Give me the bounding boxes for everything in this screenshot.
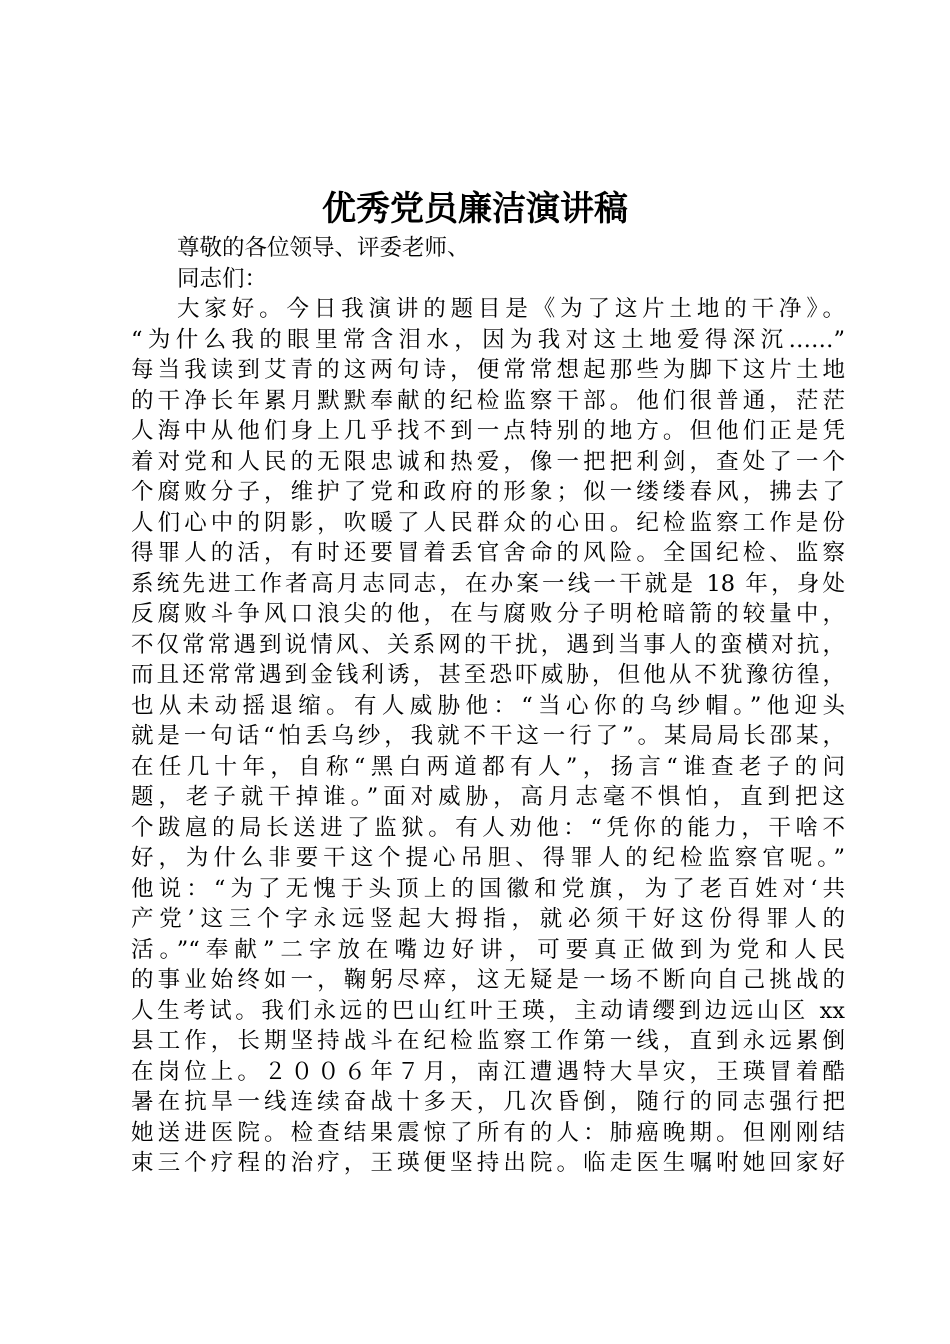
body-line: 的事业始终如一，鞠躬尽瘁，这无疑是一场不断向自己挑战的 xyxy=(131,967,845,993)
body-line: 活。”“奉献”二字放在嘴边好讲，可要真正做到为党和人民 xyxy=(131,936,845,963)
body-line: 个跋扈的局长送进了监狱。有人劝他：“凭你的能力，干啥不 xyxy=(131,814,845,841)
body-line: 系统先进工作者高月志同志，在办案一线一干就是 18 年，身处 xyxy=(131,570,845,597)
body-line: 而且还常常遇到金钱利诱，甚至恐吓威胁，但他从不犹豫彷徨， xyxy=(131,662,845,688)
body-line: 得罪人的活，有时还要冒着丢官舍命的风险。全国纪检、监察 xyxy=(131,540,845,566)
body-line: 在岗位上。２００６年７月，南江遭遇特大旱灾，王瑛冒着酷 xyxy=(131,1058,845,1085)
body-line: 人们心中的阴影，吹暖了人民群众的心田。纪检监察工作是份 xyxy=(131,509,845,536)
body-line: 不仅常常遇到说情风、关系网的干扰，遇到当事人的蛮横对抗， xyxy=(131,631,845,658)
body-line: 也从未动摇退缩。有人威胁他：“当心你的乌纱帽。”他迎头 xyxy=(131,692,845,719)
body-line: 题，老子就干掉谁。”面对威胁，高月志毫不惧怕，直到把这 xyxy=(131,784,845,810)
salutation-line: 同志们： xyxy=(177,265,268,292)
body-paragraph xyxy=(131,294,845,1179)
body-line: 他说：“为了无愧于头顶上的国徽和党旗，为了老百姓对‘共 xyxy=(131,875,845,902)
body-line: 好，为什么非要干这个提心吊胆、得罪人的纪检监察官呢。” xyxy=(131,845,845,871)
document-title: 优秀党员廉洁演讲稿 xyxy=(322,189,628,229)
body-line: 她送进医院。检查结果震惊了所有的人：肺癌晚期。但刚刚结 xyxy=(131,1119,845,1146)
body-line: 大家好。今日我演讲的题目是《为了这片土地的干净》。 xyxy=(177,296,845,322)
document-body xyxy=(131,233,845,1179)
body-line: 县工作，长期坚持战斗在纪检监察工作第一线，直到永远累倒 xyxy=(131,1028,845,1054)
body-line: 暑在抗旱一线连续奋战十多天，几次昏倒，随行的同志强行把 xyxy=(131,1089,845,1115)
body-line: 每当我读到艾青的这两句诗，便常常想起那些为脚下这片土地 xyxy=(131,357,845,383)
body-line: 就是一句话“怕丢乌纱，我就不干这一行了”。某局局长邵某， xyxy=(131,723,845,749)
body-line: 束三个疗程的治疗，王瑛便坚持出院。临走医生嘱咐她回家好 xyxy=(131,1150,845,1176)
body-line: “为什么我的眼里常含泪水，因为我对这土地爱得深沉……” xyxy=(131,326,845,353)
salutation-line: 尊敬的各位领导、评委老师、 xyxy=(177,235,470,261)
body-line: 在任几十年，自称“黑白两道都有人”，扬言“谁查老子的问 xyxy=(131,753,845,780)
body-line: 产党’这三个字永远竖起大拇指，就必须干好这份得罪人的 xyxy=(131,906,845,932)
body-line: 反腐败斗争风口浪尖的他，在与腐败分子明枪暗箭的较量中， xyxy=(131,601,845,627)
body-line: 人生考试。我们永远的巴山红叶王瑛，主动请缨到边远山区 xx xyxy=(131,997,845,1024)
body-line: 的干净长年累月默默奉献的纪检监察干部。他们很普通，茫茫 xyxy=(131,387,845,414)
body-line: 个腐败分子，维护了党和政府的形象；似一缕缕春风，拂去了 xyxy=(131,479,845,505)
body-line: 人海中从他们身上几乎找不到一点特别的地方。但他们正是凭 xyxy=(131,418,845,444)
body-line: 着对党和人民的无限忠诚和热爱，像一把把利剑，查处了一个 xyxy=(131,448,845,475)
